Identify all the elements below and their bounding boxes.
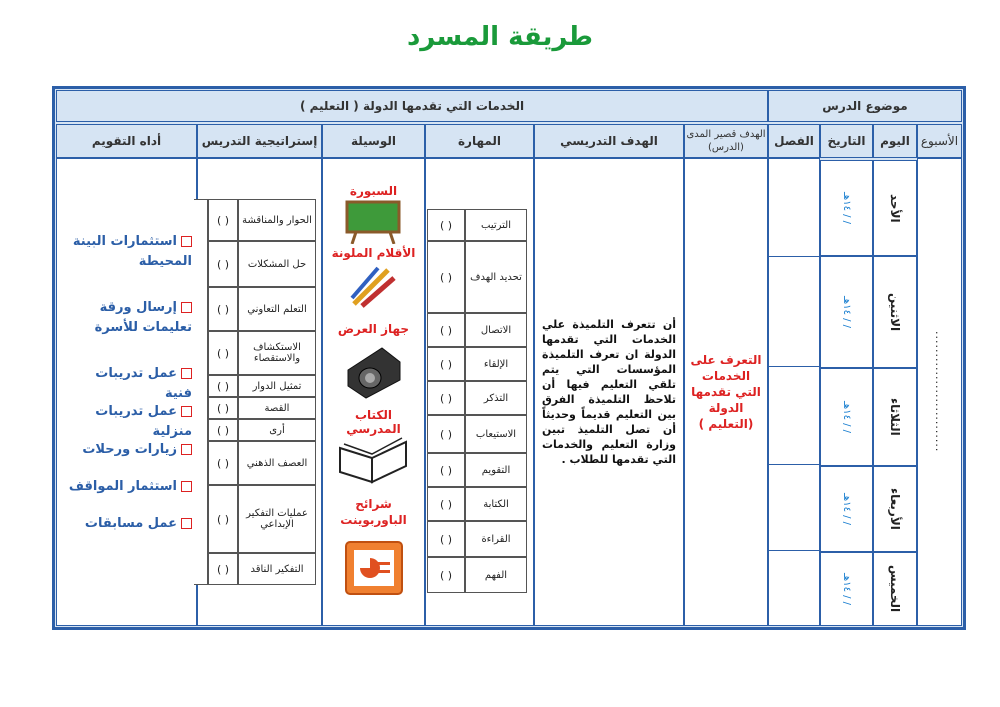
col-week: الأسبوع — [917, 124, 962, 158]
day-tuesday: الثلاثاء — [873, 368, 917, 466]
tool-label: جهاز العرض — [337, 322, 410, 336]
strategy-item: حل المشكلات — [238, 241, 316, 287]
checkbox-icon[interactable] — [181, 368, 192, 379]
evaluation-label: عمل تدريبات فنية — [95, 366, 192, 401]
evaluation-item[interactable] — [66, 402, 192, 442]
col-evaluation: أداه التقويم — [56, 124, 197, 158]
strategy-item: عمليات التفكير الإبداعي — [238, 485, 316, 553]
tool-label: الأقلام الملونة — [331, 246, 416, 260]
date-thursday: / / ١٤هـ — [820, 552, 873, 626]
evaluation-item[interactable] — [66, 477, 192, 497]
strategy-item: العصف الذهني — [238, 441, 316, 485]
col-skill: المهارة — [425, 124, 534, 158]
strategy-item: الاستكشاف والاستقصاء — [238, 331, 316, 375]
evaluation-label: استثمار المواقف — [68, 479, 177, 494]
date-tuesday: / / ١٤هـ — [820, 368, 873, 466]
skill-check[interactable]: ( ) — [427, 381, 465, 415]
strategy-check[interactable]: ( ) — [208, 441, 238, 485]
strategy-item: أرى — [238, 419, 316, 441]
skill-check[interactable]: ( ) — [427, 415, 465, 453]
strategy-check[interactable]: ( ) — [208, 419, 238, 441]
skill-item: الإلقاء — [465, 347, 527, 381]
col-teaching-goal: الهدف التدريسي — [534, 124, 684, 158]
evaluation-label: عمل مسابقات — [84, 516, 177, 531]
strategy-item: التعلم التعاوني — [238, 287, 316, 331]
skill-check[interactable]: ( ) — [427, 487, 465, 521]
strategy-bracket — [194, 199, 208, 585]
strategy-check[interactable]: ( ) — [208, 241, 238, 287]
col-class: الفصل — [768, 124, 820, 158]
skill-item: التذكر — [465, 381, 527, 415]
week-cell — [917, 158, 962, 626]
evaluation-label: إرسال ورقة تعليمات للأسرة — [94, 300, 192, 335]
projector-icon — [342, 340, 404, 400]
col-strategy: إستراتيجية التدريس — [197, 124, 322, 158]
class-cell — [768, 158, 820, 626]
evaluation-item[interactable] — [66, 440, 192, 460]
chalkboard-icon — [344, 200, 402, 244]
book-icon — [336, 428, 410, 484]
skill-item: الفهم — [465, 557, 527, 593]
skill-item: الاستيعاب — [465, 415, 527, 453]
col-short-goal: الهدف قصير المدى (الدرس) — [684, 124, 768, 158]
evaluation-label: زيارات ورحلات — [82, 442, 177, 457]
lesson-topic-label: موضوع الدرس — [768, 90, 962, 122]
date-wednesday: / / ١٤هـ — [820, 466, 873, 552]
strategy-check[interactable]: ( ) — [208, 331, 238, 375]
skill-item: تحديد الهدف — [465, 241, 527, 313]
skill-item: القراءة — [465, 521, 527, 557]
tool-label: شرائح الباوربوينت — [340, 497, 407, 527]
skill-item: الكتابة — [465, 487, 527, 521]
short-goal-text: التعرف على الخدمات التي تقدمها الدولة (التعليم ) — [690, 353, 762, 431]
powerpoint-icon — [344, 540, 404, 596]
pencils-icon — [348, 264, 398, 308]
day-thursday: الخميس — [873, 552, 917, 626]
strategy-item: التفكير الناقد — [238, 553, 316, 585]
strategy-check[interactable]: ( ) — [208, 485, 238, 553]
day-wednesday: الأربعاء — [873, 466, 917, 552]
class-divider — [768, 550, 820, 551]
skill-check[interactable]: ( ) — [427, 313, 465, 347]
col-tool: الوسيلة — [322, 124, 425, 158]
strategy-check[interactable]: ( ) — [208, 375, 238, 397]
strategy-item: تمثيل الدوار — [238, 375, 316, 397]
checkbox-icon[interactable] — [181, 236, 192, 247]
strategy-check[interactable]: ( ) — [208, 199, 238, 241]
skill-item: الترتيب — [465, 209, 527, 241]
col-day: اليوم — [873, 124, 917, 158]
strategy-check[interactable]: ( ) — [208, 287, 238, 331]
col-date: التاريخ — [820, 124, 873, 158]
strategy-item: الحوار والمناقشة — [238, 199, 316, 241]
teaching-goal-cell — [534, 158, 684, 626]
page-title: طريقة المسرد — [406, 22, 594, 52]
evaluation-item[interactable] — [66, 514, 192, 534]
evaluation-item[interactable] — [66, 232, 192, 272]
week-dots: ........................... — [933, 331, 946, 453]
skill-check[interactable]: ( ) — [427, 521, 465, 557]
strategy-check[interactable]: ( ) — [208, 553, 238, 585]
tool-label: السبورة — [349, 184, 398, 198]
teaching-goal-text: أن تتعرف التلميذة علي الخدمات التي تقدمها الدولة ان تعرف التلميذة المؤسسات التي يتم تلقي التعليم فيها أن تلاحظ التلميذة الفرق بين التعليم قديماً وحديثاً أن تصل التلميذ تبين وزارة التعليم والخدمات التي تقدمها للطلاب . — [542, 318, 676, 466]
class-divider — [768, 464, 820, 465]
checkbox-icon[interactable] — [181, 444, 192, 455]
strategy-item: القصة — [238, 397, 316, 419]
skill-check[interactable]: ( ) — [427, 557, 465, 593]
checkbox-icon[interactable] — [181, 481, 192, 492]
class-divider — [768, 366, 820, 367]
day-sunday: الأحد — [873, 160, 917, 256]
evaluation-item[interactable] — [66, 364, 192, 404]
class-divider — [768, 256, 820, 257]
skill-check[interactable]: ( ) — [427, 347, 465, 381]
skill-check[interactable]: ( ) — [427, 241, 465, 313]
tool-label: الكتاب المدرسي — [346, 408, 401, 436]
checkbox-icon[interactable] — [181, 302, 192, 313]
evaluation-label: عمل تدريبات منزلية — [95, 404, 192, 439]
lesson-topic: الخدمات التي تقدمها الدولة ( التعليم ) — [56, 90, 768, 122]
short-goal-cell — [684, 158, 768, 626]
skill-item: التقويم — [465, 453, 527, 487]
evaluation-label: استثمارات البينة المحيطة — [72, 234, 192, 269]
checkbox-icon[interactable] — [181, 406, 192, 417]
skill-item: الاتصال — [465, 313, 527, 347]
skill-check[interactable]: ( ) — [427, 209, 465, 241]
skill-check[interactable]: ( ) — [427, 453, 465, 487]
date-monday: / / ١٤هـ — [820, 256, 873, 368]
date-sunday: / / ١٤هـ — [820, 160, 873, 256]
strategy-check[interactable]: ( ) — [208, 397, 238, 419]
checkbox-icon[interactable] — [181, 518, 192, 529]
evaluation-item[interactable] — [66, 298, 192, 338]
day-monday: الاثنين — [873, 256, 917, 368]
